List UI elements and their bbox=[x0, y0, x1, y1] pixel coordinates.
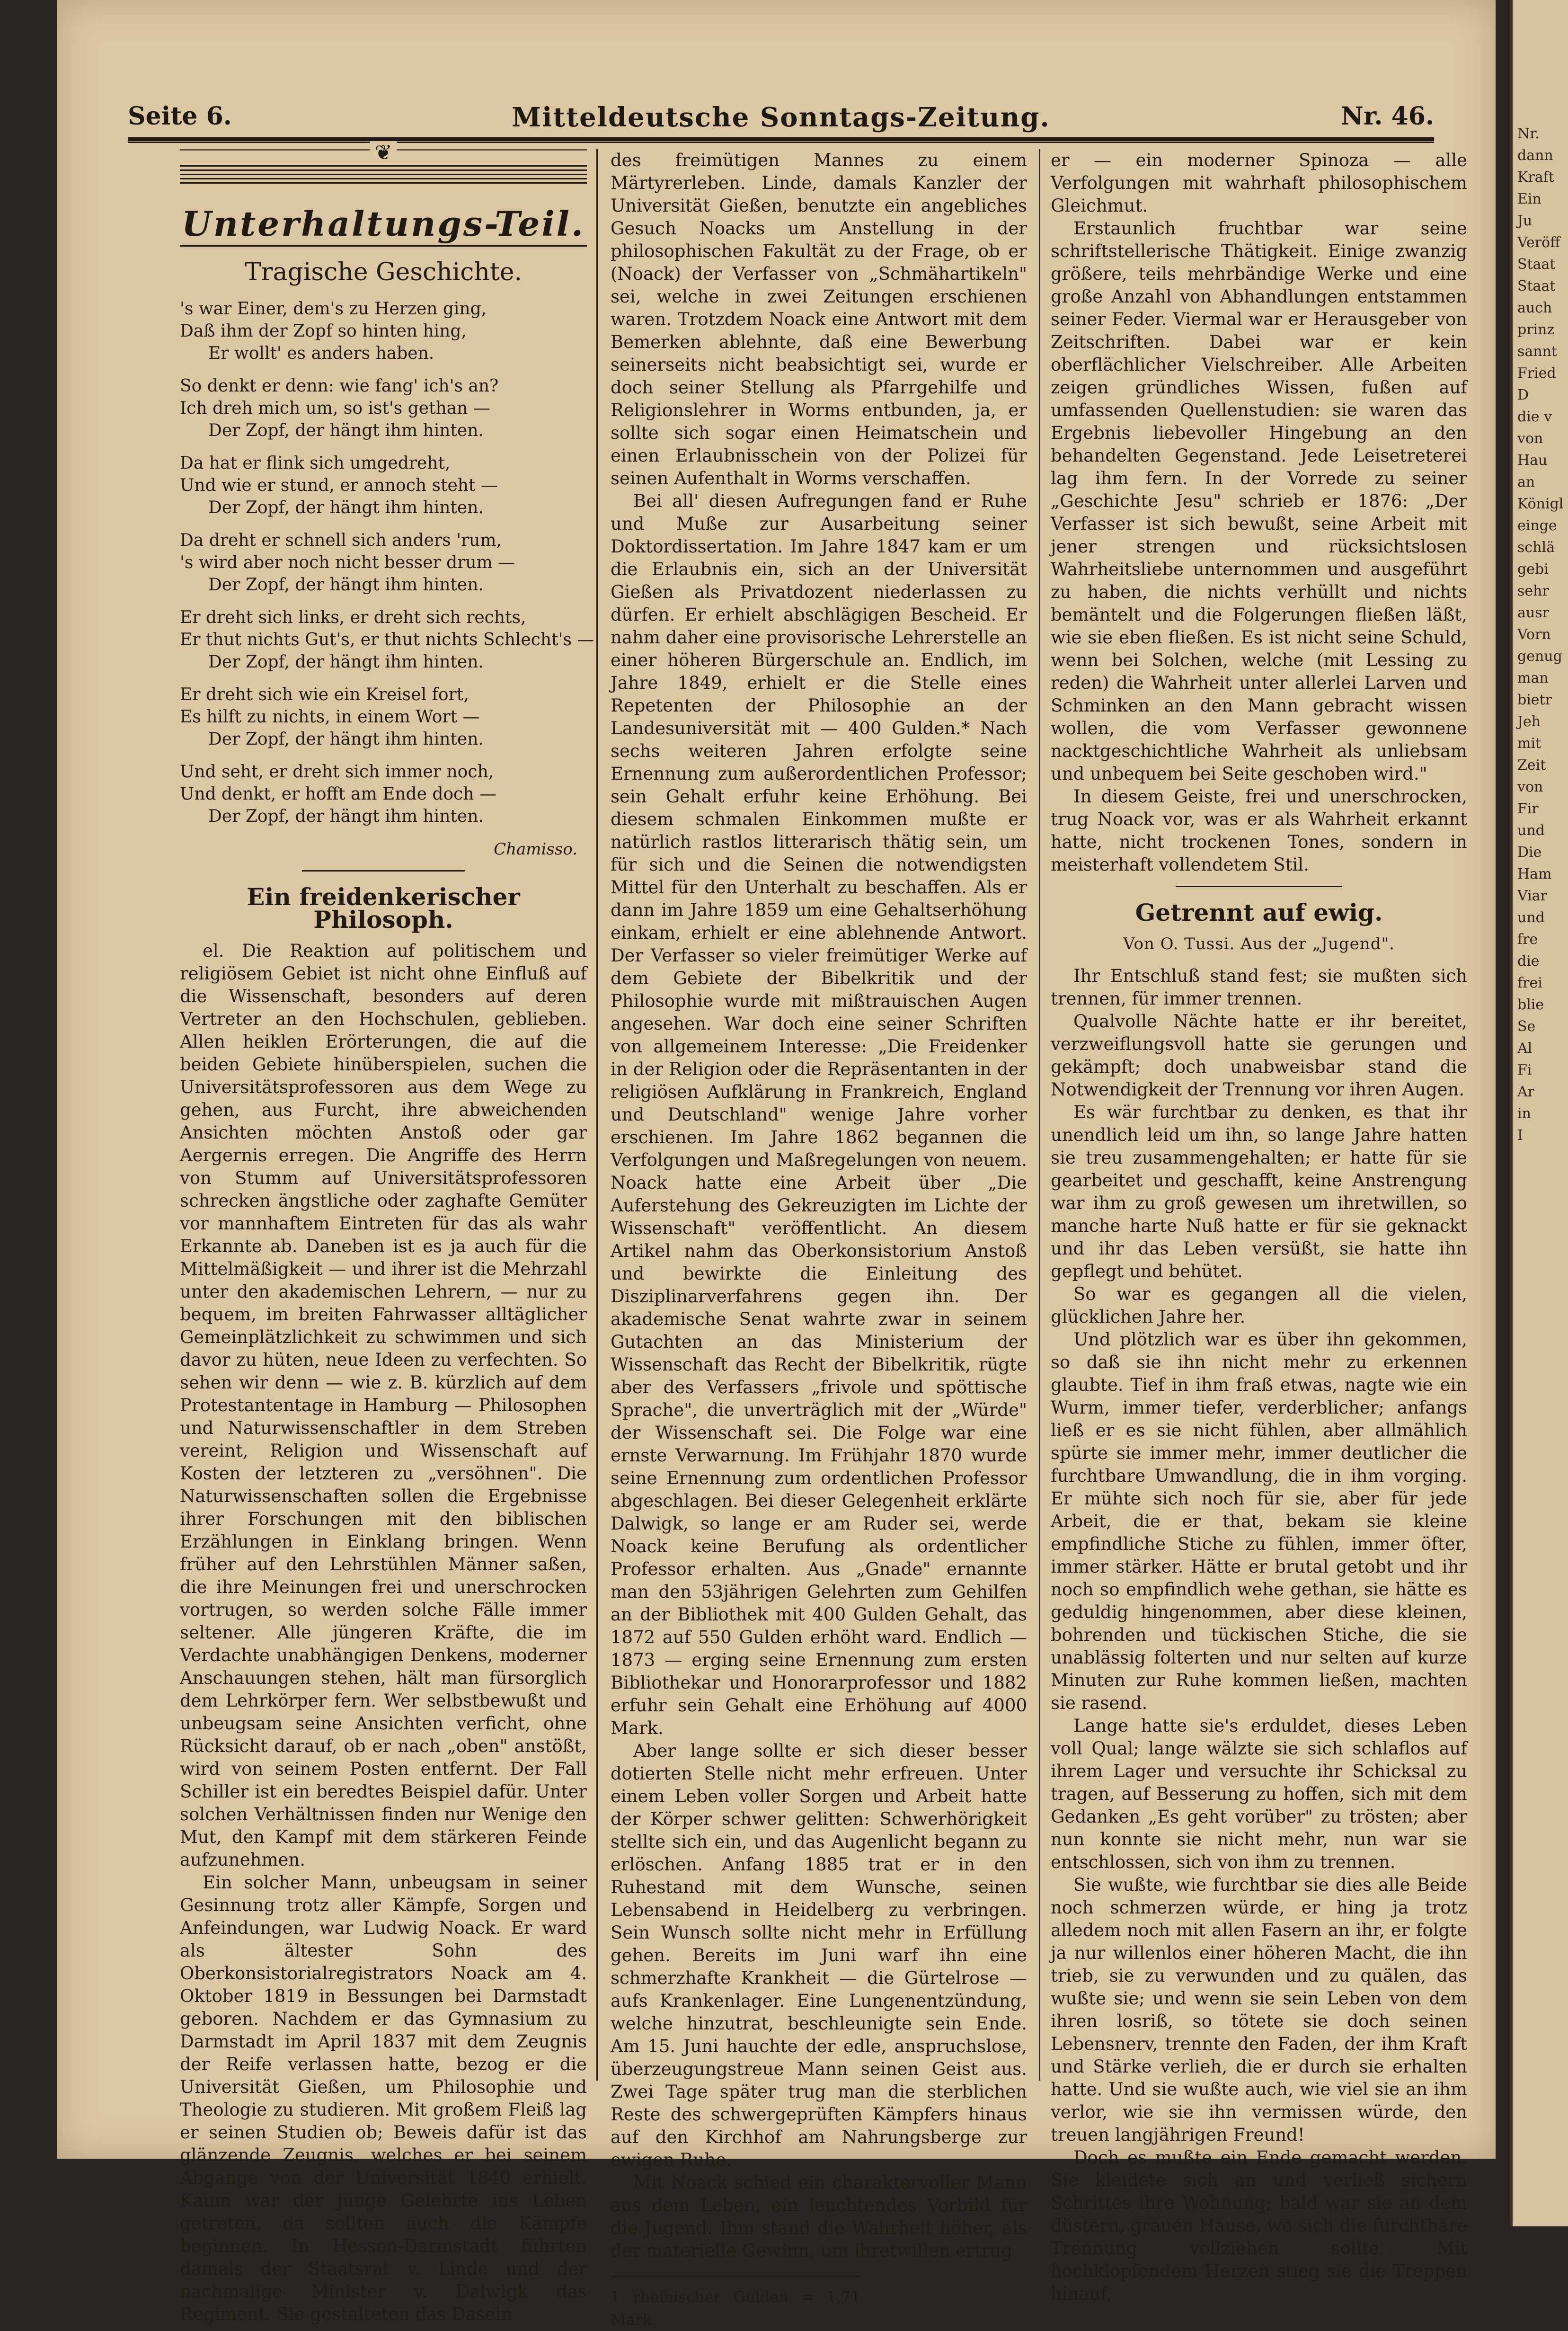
poem-stanza bbox=[180, 452, 587, 519]
next-page-fragment: Fried bbox=[1517, 365, 1556, 382]
next-page-fragment: Ein bbox=[1517, 191, 1541, 207]
next-page-fragment: bietr bbox=[1517, 692, 1552, 708]
next-page-fragment: und bbox=[1517, 909, 1545, 926]
story-paragraph: Qualvolle Nächte hatte er ihr bereitet, verzweiflungsvoll hatte sie gerungen und gekämpft; doch unabweisbar stand die Notwendigkeit der Trennung vor ihren Augen. bbox=[1051, 1011, 1467, 1100]
separator bbox=[302, 870, 465, 872]
next-page-fragment: Vorn bbox=[1517, 626, 1551, 643]
section-title: Unterhaltungs-Teil. bbox=[180, 213, 587, 247]
next-page-fragment: in bbox=[1517, 1105, 1531, 1122]
next-page-fragment: Ar bbox=[1517, 1084, 1535, 1100]
next-page-fragment: gebi bbox=[1517, 561, 1549, 578]
poem-line: Er dreht sich links, er dreht sich rechts, bbox=[180, 608, 526, 627]
next-page-fragment: D bbox=[1517, 387, 1529, 403]
next-page-fragment: I bbox=[1517, 1127, 1523, 1144]
poem-line: Er wollt' es anders haben. bbox=[208, 344, 434, 363]
next-page-fragment: Zeit bbox=[1517, 757, 1546, 774]
poem-stanza bbox=[180, 375, 587, 442]
next-page-fragment: sannt bbox=[1517, 343, 1557, 360]
poem-line: Es hilft zu nichts, in einem Wort — bbox=[180, 707, 480, 727]
story-title: Getrennt auf ewig. bbox=[1135, 899, 1383, 926]
story-paragraph: Sie wußte, wie furchtbar sie dies alle Beide noch schmerzen würde, er hing ja trotz alledem noch mit allen Fasern an ihr, er folgte ja nur willenlos einer höheren Macht, die ihn trieb, sie zu verwunden und zu quälen, das wußte sie; und wenn sie sein Leben von dem ihren losriß, so tötete sie doch seinen Lebensnerv, trennte den Faden, der ihm Kraft und Stärke verlieh, die er durch sie erhalten hatte. Und sie wußte auch, wie viel sie an ihm verlor, wie sie ihn vermissen würde, den treuen langjährigen Freund! bbox=[1051, 1875, 1467, 2145]
poem-line: Er thut nichts Gut's, er thut nichts Schlecht's — bbox=[180, 630, 594, 649]
ornament-lines bbox=[180, 165, 587, 184]
header-rule bbox=[128, 137, 1434, 143]
next-page-fragment: frei bbox=[1517, 975, 1542, 991]
story-byline: Von O. Tussi. Aus der „Jugend". bbox=[1123, 934, 1395, 953]
poem-line: Da hat er flink sich umgedreht, bbox=[180, 454, 451, 473]
next-page-fragment: Kraft bbox=[1517, 169, 1554, 186]
poem-line: Der Zopf, der hängt ihm hinten. bbox=[208, 807, 484, 826]
next-page-fragment: an bbox=[1517, 474, 1535, 490]
story-paragraph: Es wär furchtbar zu denken, es that ihr unendlich leid um ihn, so lange Jahre hatten sie treu zusammengehalten; er hatte für sie gearbeitet und geschafft, keine Anstrengung war ihm zu groß gewesen um ihretwillen, so manche harte Nuß hatte er für sie geknackt und ihr das Leben versüßt, sie hatte ihn gepflegt und behütet. bbox=[1051, 1102, 1467, 1281]
next-page-fragment: und bbox=[1517, 822, 1545, 839]
poem-stanza bbox=[180, 298, 587, 365]
next-page-fragment: Hau bbox=[1517, 452, 1548, 469]
poem-line: Daß ihm der Zopf so hinten hing, bbox=[180, 321, 467, 341]
next-page-fragment: die bbox=[1517, 953, 1540, 970]
next-page-fragment: auch bbox=[1517, 300, 1552, 316]
next-page-fragment: ausr bbox=[1517, 605, 1549, 621]
next-page-fragment: blie bbox=[1517, 996, 1544, 1013]
next-page-fragment: genug bbox=[1517, 648, 1562, 665]
section-ornament bbox=[180, 141, 587, 198]
poem-author: Chamisso. bbox=[494, 840, 577, 859]
next-page-fragment: von bbox=[1517, 430, 1543, 447]
poem-line: Der Zopf, der hängt ihm hinten. bbox=[208, 575, 484, 595]
story-body bbox=[1051, 965, 1467, 2305]
next-page-fragment: Ham bbox=[1517, 866, 1552, 882]
poem-line: Der Zopf, der hängt ihm hinten. bbox=[208, 652, 484, 672]
article-paragraph: des freimütigen Mannes zu einem Märtyrerleben. Linde, damals Kanzler der Universität Gießen, benutzte ein angebliches Gesuch Noacks um Anstellung in der philosophischen Fakultät zu der Frage, ob er (Noack) der Verfasser von „Schmähartikeln" sei, welche in zwei Zeitungen erschienen waren. Trotzdem Noack eine Antwort mit dem Bemerken ablehnte, daß eine Bewerbung seinerseits nicht beabsichtigt sei, wurde er doch seiner Stellung als Pfarrgehilfe und Religionslehrer in Worms entbunden, ja, er sollte sich sogar einen Heimatschein und einen Erlaubnisschein von der Polizei für seinen Aufenthalt in Worms verschaffen. bbox=[611, 150, 1027, 489]
story-paragraph: Ihr Entschluß stand fest; sie mußten sich trennen, für immer trennen. bbox=[1051, 966, 1467, 1009]
poem-line: Der Zopf, der hängt ihm hinten. bbox=[208, 421, 484, 440]
next-page-fragment: Se bbox=[1517, 1018, 1536, 1035]
article-body bbox=[180, 940, 587, 2326]
next-page-fragment: Die bbox=[1517, 844, 1542, 861]
page-number: Seite 6. bbox=[128, 102, 232, 131]
next-page-fragment: man bbox=[1517, 670, 1549, 686]
poem-stanza bbox=[180, 529, 587, 596]
poem-line: Und denkt, er hofft am Ende doch — bbox=[180, 784, 496, 804]
article-paragraph: Bei all' diesen Aufregungen fand er Ruhe und Muße zur Ausarbeitung seiner Doktordissertation. Im Jahre 1847 kam er um die Erlaubnis ein, sich an der Universität Gießen als Privatdozent niederlassen zu dürfen. Er erhielt abschlägigen Bescheid. Er nahm daher eine provisorische Lehrerstelle an einer höheren Bürgerschule an. Endlich, im Jahre 1849, erhielt er die Stelle eines Repetenten der Philosophie an der Landesuniversität mit — 400 Gulden.* Nach sechs weiteren Jahren erfolgte seine Ernennung zum außerordentlichen Professor; sein Gehalt erfuhr keine Erhöhung. Bei diesem schmalen Einkommen mußte er natürlich rastlos litterarisch thätig sein, um für sich und die Seinen die notwendigsten Mittel für den Unterhalt zu beschaffen. Als er dann im Jahre 1859 um eine Gehaltserhöhung einkam, erhielt er eine ablehnende Antwort. Der Verfasser so vieler freimütiger Werke auf dem Gebiete der Bibelkritik und der Philosophie wurde mit mißtrauischen Augen angesehen. War doch eine seiner Schriften von allgemeinem Interesse: „Die Freidenker in der Religion oder die Repräsentanten in der religiösen Aufklärung in Frankreich, England und Deutschland" wenige Jahre vorher erschienen. Im Jahre 1862 begannen die Verfolgungen und Maßregelungen von neuem. Noack hatte eine Arbeit über „Die Auferstehung des Gekreuzigten im Lichte der Wissenschaft" veröffentlicht. An diesem Artikel nahm das Oberkonsistorium Anstoß und bewirkte die Einleitung des Disziplinarverfahrens gegen ihn. Der akademische Senat wahrte zwar in seinem Gutachten an das Ministerium der Wissenschaft das Recht der Bibelkritik, rügte aber des Verfassers „frivole und spöttische Sprache", die unverträglich mit der „Würde" der Wissenschaft sei. Die Folge war eine ernste Verwarnung. Im Frühjahr 1870 wurde seine Ernennung zum ordentlichen Professor abgeschlagen. Bei dieser Gelegenheit erklärte Dalwigk, so lange er am Ruder sei, werde Noack keine Berufung als ordentlicher Professor erhalten. Aus „Gnade" ernannte man den 53jährigen Gelehrten zum Gehilfen an der Bibliothek mit 400 Gulden Gehalt, das 1872 auf 550 Gulden erhöht ward. Endlich — 1873 — erging seine Ernennung zum ersten Bibliothekar und Honorarprofessor und 1882 erfuhr sein Gehalt eine Erhöhung auf 4000 Mark. bbox=[611, 491, 1027, 1738]
next-page-fragment: Staat bbox=[1517, 256, 1556, 273]
next-page-fragment: Viar bbox=[1517, 888, 1547, 904]
next-page-fragment: einge bbox=[1517, 517, 1557, 534]
story-paragraph: Und plötzlich war es über ihn gekommen, so daß sie ihn nicht mehr zu erkennen glaubte. Tief in ihm fraß etwas, nagte wie ein Wurm, immer tiefer, verderblicher; anfangs ließ er es sie nicht fühlen, aber allmählich spürte sie immer mehr, immer deutlicher die furchtbare Umwandlung, die in ihm vorging. Er mühte sich noch für sie, aber für jede Arbeit, die er that, bekam sie kleine empfindliche Stiche zu fühlen, immer öfter, immer stärker. Hätte er brutal getobt und ihr noch so empfindlich wehe gethan, sie hätte es geduldig hingenommen, aber diese kleinen, bohrenden und tückischen Stiche, die sie unablässig folterten und nur selten auf kurze Minuten zur Ruhe kommen ließen, machten sie rasend. bbox=[1051, 1329, 1467, 1713]
next-page-fragment: Fir bbox=[1517, 801, 1539, 817]
poem-line: Da dreht er schnell sich anders 'rum, bbox=[180, 531, 502, 550]
adjacent-page-edge bbox=[1510, 0, 1568, 2226]
next-page-fragment: dann bbox=[1517, 147, 1553, 164]
next-page-fragment: Veröff bbox=[1517, 234, 1560, 251]
next-page-fragment: Königl bbox=[1517, 496, 1564, 512]
next-page-fragment: Jeh bbox=[1517, 713, 1541, 730]
poem-line: Und seht, er dreht sich immer noch, bbox=[180, 762, 494, 782]
article-paragraph: Ein solcher Mann, unbeugsam in seiner Gesinnung trotz aller Kämpfe, Sorgen und Anfeindungen, war Ludwig Noack. Er ward als ältester Sohn des Oberkonsistorialregistrators Noack am 4. Oktober 1819 in Bessungen bei Darmstadt geboren. Nachdem er das Gymnasium zu Darmstadt im April 1837 mit dem Zeugnis der Reife verlassen hatte, bezog er die Universität Gießen, um Philosophie und Theologie zu studieren. Mit großem Fleiß lag er seinen Studien ob; Beweis dafür ist das glänzende Zeugnis, welches er bei seinem Abgange von der Universität 1840 erhielt. Kaum war der junge Gelehrte ins Leben getreten, da sollten auch die Kämpfe beginnen. In Hessen-Darmstadt führten damals der Staatsrat v. Linde und der nachmalige Minister v. Dalwigk das Regiment. Sie gestalteten das Dasein bbox=[180, 1872, 587, 2324]
column-3 bbox=[1051, 149, 1467, 2305]
column-2 bbox=[611, 149, 1027, 2331]
column-1 bbox=[180, 141, 594, 2326]
next-page-fragment: die v bbox=[1517, 409, 1552, 425]
article-paragraph: el. Die Reaktion auf politischem und religiösem Gebiet ist nicht ohne Einfluß auf die Wissenschaft, besonders auf deren Vertreter an den Hochschulen, geblieben. Allen heiklen Erörterungen, die auf die beiden Gebiete hinüberspielen, suchen die Universitätsprofessoren aus dem Wege zu gehen, aus Furcht, ihre abweichenden Ansichten möchten Anstoß oder gar Aergernis erregen. Die Angriffe des Herrn von Stumm auf Universitätsprofessoren schrecken ängstliche oder zaghafte Gemüter vor mannhaftem Eintreten für das als wahr Erkannte ab. Daneben ist es ja auch für die Mittelmäßigkeit — und ihrer ist die Mehrzahl unter den akademischen Lehrern, — nur zu bequem, im breiten Fahrwasser alltäglicher Gemeinplätzlichkeit zu schwimmen und sich davor zu hüten, neue Ideen zu verfechten. So sehen wir denn — wie z. B. kürzlich auf dem Protestantentage in Hamburg — Philosophen und Naturwissenschaftler in dem Streben vereint, Religion und Wissenschaft auf Kosten der letzteren zu „versöhnen". Die Naturwissenschaften sollen die Ergebnisse ihrer Forschungen mit den biblischen Erzählungen in Einklang bringen. Wenn früher auf den Lehrstühlen Männer saßen, die ihre Meinungen frei und unerschrocken vortrugen, so werden solche Fälle immer seltener. Alle jüngeren Kräfte, die im Verdachte unabhängigen Denkens, moderner Anschauungen stehen, hält man fürsorglich dem Lehrkörper fern. Wer selbstbewußt und unbeugsam seine Ansichten verficht, ohne Rücksicht darauf, ob er nach „oben" anstößt, wird von seinem Posten entfernt. Der Fall Schiller ist ein beredtes Beispiel dafür. Unter solchen Verhältnissen finden nur Wenige den Mut, den Kampf mit dem stärkeren Feinde aufzunehmen. bbox=[180, 941, 587, 1870]
issue-number: Nr. 46. bbox=[1341, 102, 1434, 131]
story-paragraph: Doch es mußte ein Ende gemacht werden. Sie kleidete sich an und verließ sichern Schrittes ihre Wohnung; bald war sie an dem düstern, grauen Hause, wo sich die furchtbare Trennung vollziehen sollte. Mit hochklopfendem Herzen stieg sie die Treppen hinauf, bbox=[1051, 2147, 1467, 2304]
next-page-fragment: prinz bbox=[1517, 321, 1555, 338]
poem-line: Der Zopf, der hängt ihm hinten. bbox=[208, 730, 484, 749]
article-paragraph: er — ein moderner Spinoza — alle Verfolgungen mit wahrhaft philosophischem Gleichmut. bbox=[1051, 150, 1467, 216]
poem-stanza bbox=[180, 606, 594, 673]
next-page-fragment: fre bbox=[1517, 931, 1538, 948]
story-paragraph: So war es gegangen all die vielen, glücklichen Jahre her. bbox=[1051, 1284, 1467, 1327]
next-page-fragment: schlä bbox=[1517, 539, 1555, 556]
article-paragraph: Erstaunlich fruchtbar war seine schriftstellerische Thätigkeit. Einige zwanzig größere, teils mehrbändige Werke und eine große Anzahl von Abhandlungen entstammen seiner Feder. Viermal war er Herausgeber von Zeitschriften. Dabei war er kein oberflächlicher Vielschreiber. Alle Arbeiten zeigen gründliches Wissen, fußen auf umfassenden Quellenstudien: sie waren das Ergebnis liebevoller Hingebung an den behandelten Gegenstand. Jede Leisetreterei lag ihm fern. In der Vorrede zu seiner „Geschichte Jesu" schrieb er 1876: „Der Verfasser ist sich bewußt, seine Arbeit mit jener strengen und rücksichtslosen Wahrheitsliebe unternommen und ausgeführt zu haben, die nichts verhüllt und nichts bemäntelt und die Folgerungen fließen läßt, wie sie eben fließen. Es ist nicht seine Schuld, wenn bei Solchen, welche (mit Lessing zu reden) die Wahrheit unter allerlei Larven und Schminken an den Mann gebracht wissen wollen, die vom Verfasser gewonnene nacktgeschichtliche Wahrheit als unliebsam und unbequem bei Seite geschoben wird." bbox=[1051, 218, 1467, 784]
footnote: 1 rheinischer Gulden = 1,71 Mark. bbox=[611, 2276, 860, 2331]
next-page-fragment: von bbox=[1517, 779, 1543, 795]
poem-line: Und wie er stund, er annoch steht — bbox=[180, 476, 498, 495]
article-title: Ein freidenkerischer Philosoph. bbox=[247, 883, 520, 934]
story-paragraph: Lange hatte sie's erduldet, dieses Leben voll Qual; lange wälzte sie sich schlaflos auf ihrem Lager und versuchte ihr Schicksal zu tragen, auf Besserung zu hoffen, sich mit dem Gedanken „Es geht vorüber" zu trösten; aber nun konnte sie nicht mehr, nun war sie entschlossen, sich von ihm zu trennen. bbox=[1051, 1716, 1467, 1872]
article-paragraph: In diesem Geiste, frei und unerschrocken, trug Noack vor, was er als Wahrheit erkannt hatte, nicht trockenen Tones, sondern in meisterhaft vollendetem Stil. bbox=[1051, 786, 1467, 875]
article-paragraph: Aber lange sollte er sich dieser besser dotierten Stelle nicht mehr erfreuen. Unter einem Leben voller Sorgen und Arbeit hatte der Körper schwer gelitten: Schwerhörigkeit stellte sich ein, und das Augenlicht begann zu erlöschen. Anfang 1885 trat er in den Ruhestand mit dem Wunsche, seinen Lebensabend in Heidelberg zu verbringen. Sein Wunsch sollte nicht mehr in Erfüllung gehen. Bereits im Juni warf ihn eine schmerzhafte Krankheit — die Gürtelrose — aufs Krankenlager. Eine Lungenentzündung, welche hinzutrat, beschleunigte sein Ende. Am 15. Juni hauchte der edle, anspruchslose, überzeugungstreue Mann seinen Geist aus. Zwei Tage später trug man die sterblichen Reste des schwergeprüften Kämpfers hinaus auf den Kirchhof am Nahrungsberge zur ewigen Ruhe. bbox=[611, 1741, 1027, 2170]
next-page-fragment: Fi bbox=[1517, 1062, 1532, 1078]
poem-stanza bbox=[180, 761, 587, 827]
column-divider bbox=[1039, 149, 1040, 2081]
poem-line: 's war Einer, dem's zu Herzen ging, bbox=[180, 299, 487, 319]
next-page-fragment: mit bbox=[1517, 735, 1541, 752]
next-page-fragment: Nr. bbox=[1517, 125, 1540, 142]
poem-line: Ich dreh mich um, so ist's gethan — bbox=[180, 399, 490, 418]
poem-line: 's wird aber noch nicht besser drum — bbox=[180, 553, 515, 572]
separator bbox=[1176, 886, 1342, 887]
poem-line: Der Zopf, der hängt ihm hinten. bbox=[208, 498, 484, 517]
page-header bbox=[128, 102, 1434, 135]
poem bbox=[180, 298, 594, 827]
article-paragraph: Mit Noack schied ein charaktervoller Mann aus dem Leben, ein leuchtendes Vorbild für die Jugend. Ihm stand die Wahrheit höher, als der materielle Gewinn, um ihretwillen ertrug bbox=[611, 2172, 1027, 2261]
poem-title: Tragische Geschichte. bbox=[244, 258, 523, 286]
next-page-fragment: Ju bbox=[1517, 213, 1533, 229]
poem-stanza bbox=[180, 684, 587, 750]
next-page-fragment: Al bbox=[1517, 1040, 1533, 1057]
column-divider bbox=[596, 149, 598, 2081]
poem-line: So denkt er denn: wie fang' ich's an? bbox=[180, 376, 499, 396]
next-page-fragment: sehr bbox=[1517, 583, 1549, 599]
poem-line: Er dreht sich wie ein Kreisel fort, bbox=[180, 685, 469, 704]
next-page-fragment: Staat bbox=[1517, 278, 1556, 294]
flourish-icon: ❦ bbox=[370, 142, 397, 164]
newspaper-title: Mitteldeutsche Sonntags-Zeitung. bbox=[512, 102, 1050, 133]
